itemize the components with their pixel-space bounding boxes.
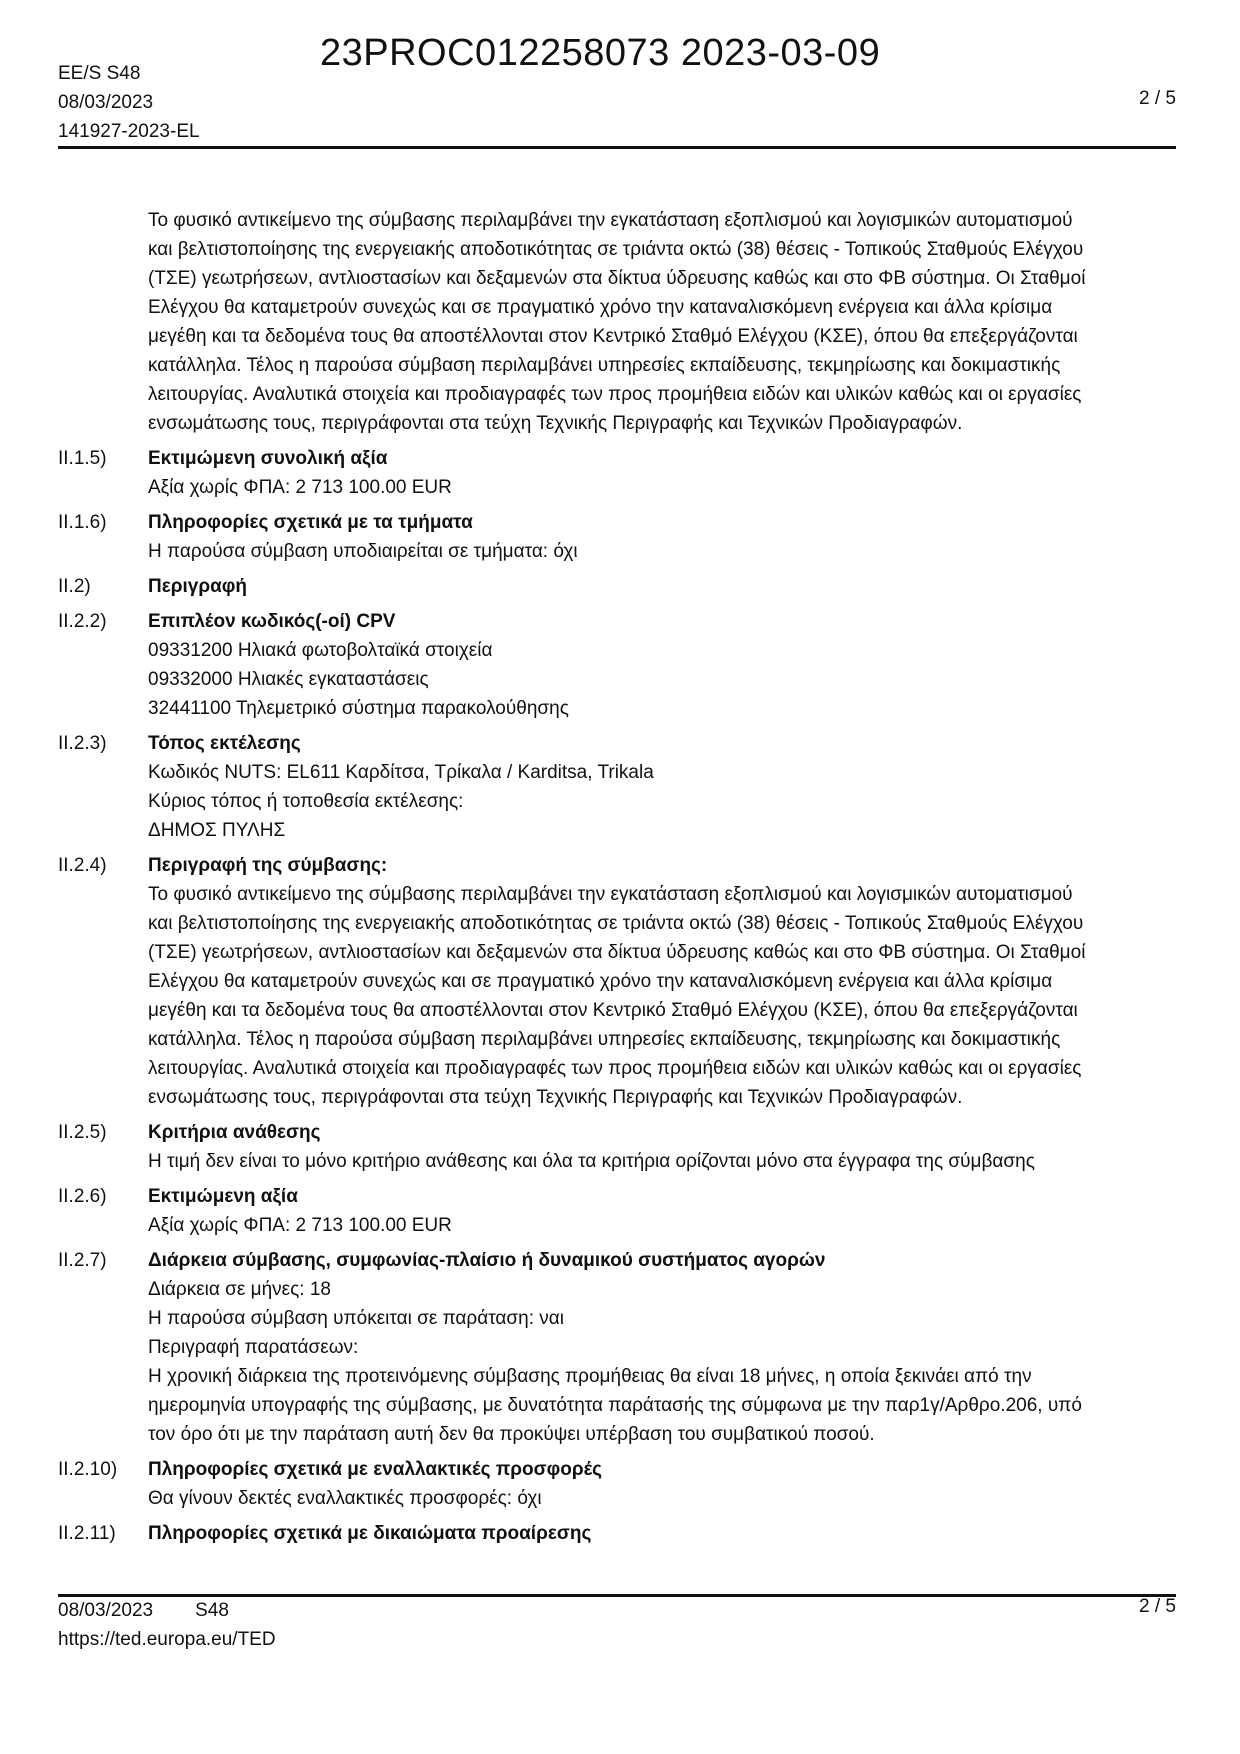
section-number: II.2.6)	[58, 1186, 107, 1207]
notice-section	[58, 1182, 1176, 1240]
notice-section	[58, 1118, 1176, 1176]
paragraph-line: Το φυσικό αντικείμενο της σύμβασης περιλαμβάνει την εγκατάσταση εξοπλισμού και λογισμικών αυτοματισμού	[148, 210, 1073, 231]
section-body	[148, 572, 1176, 601]
section-text-line: 32441100 Τηλεμετρικό σύστημα παρακολούθησης	[148, 698, 569, 719]
header-date: 08/03/2023	[58, 92, 154, 113]
section-title: Κριτήρια ανάθεσης	[148, 1122, 321, 1143]
notice-content	[58, 206, 1176, 1554]
section-body	[148, 1246, 1176, 1449]
notice-section	[58, 729, 1176, 845]
section-number: II.1.5)	[58, 448, 107, 469]
header-page-number: 2 / 5	[1139, 88, 1176, 109]
section-title: Εκτιμώμενη συνολική αξία	[148, 448, 388, 469]
footer-meta	[58, 1596, 229, 1625]
section-text-line: Διάρκεια σε μήνες: 18	[148, 1279, 331, 1300]
header-notice-id: 141927-2023-EL	[58, 121, 200, 142]
notice-section	[58, 444, 1176, 502]
notice-section	[58, 1455, 1176, 1513]
section-number: II.2)	[58, 576, 91, 597]
section-number: II.2.3)	[58, 733, 107, 754]
section-title: Περιγραφή	[148, 576, 247, 597]
footer-page-number: 2 / 5	[1139, 1596, 1176, 1617]
section-text-line: κατάλληλα. Τέλος η παρούσα σύμβαση περιλαμβάνει υπηρεσίες εκπαίδευσης, τεκμηρίωσης και δοκιμαστικής	[148, 1029, 1061, 1050]
notice-section	[58, 508, 1176, 566]
notice-section	[58, 572, 1176, 601]
header-divider	[58, 146, 1176, 149]
section-title: Τόπος εκτέλεσης	[148, 733, 301, 754]
section-body	[148, 1519, 1176, 1548]
section-body	[148, 729, 1176, 845]
section-text-line: Κωδικός NUTS: EL611 Καρδίτσα, Τρίκαλα / Karditsa, Trikala	[148, 762, 654, 783]
section-title: Περιγραφή της σύμβασης:	[148, 855, 388, 876]
section-number: II.2.10)	[58, 1459, 118, 1480]
paragraph-line: ενσωμάτωσης τους, περιγράφονται στα τεύχη Τεχνικής Περιγραφής και Τεχνικών Προδιαγραφών.	[148, 413, 963, 434]
section-text-line: ενσωμάτωσης τους, περιγράφονται στα τεύχη Τεχνικής Περιγραφής και Τεχνικών Προδιαγραφών.	[148, 1087, 963, 1108]
sections-list	[58, 444, 1176, 1548]
section-title: Εκτιμώμενη αξία	[148, 1186, 298, 1207]
section-text-line: ΔΗΜΟΣ ΠΥΛΗΣ	[148, 820, 286, 841]
paragraph-line: Ελέγχου θα καταμετρούν συνεχώς και σε πραγματικό χρόνο την καταναλισκόμενη ενέργεια και άλλα κρίσιμα	[148, 297, 1053, 318]
section-text-line: μεγέθη και τα δεδομένα τους θα αποστέλλονται στον Κεντρικό Σταθμό Ελέγχου (ΚΣΕ), όπου θα επεξεργάζονται	[148, 1000, 1078, 1021]
section-body	[148, 851, 1176, 1112]
header-meta	[58, 59, 200, 146]
section-title: Πληροφορίες σχετικά με δικαιώματα προαίρεσης	[148, 1523, 592, 1544]
section-text-line: τον όρο ότι με την παράταση αυτή δεν θα προκύψει υπέρβαση του συμβατικού ποσού.	[148, 1424, 875, 1445]
section-text-line: ημερομηνία υπογραφής της σύμβασης, με δυνατότητα παράτασής της σύμφωνα με την παρ1γ/Αρθρο.206, υπό	[148, 1395, 1082, 1416]
document-stamp: 23PROC012258073 2023-03-09	[320, 32, 881, 74]
section-text-line: Η τιμή δεν είναι το μόνο κριτήριο ανάθεσης και όλα τα κριτήρια ορίζονται μόνο στα έγγραφα της σύμβασης	[148, 1151, 1035, 1172]
notice-section	[58, 1519, 1176, 1548]
section-body	[148, 1118, 1176, 1176]
section-number: II.1.6)	[58, 512, 107, 533]
header-series: EE/S S48	[58, 63, 141, 84]
section-title: Διάρκεια σύμβασης, συμφωνίας-πλαίσιο ή δυναμικού συστήματος αγορών	[148, 1250, 826, 1271]
section-text-line: λειτουργίας. Αναλυτικά στοιχεία και προδιαγραφές των προς προμήθεια ειδών και υλικών καθώς και οι εργασίες	[148, 1058, 1082, 1079]
paragraph-line: λειτουργίας. Αναλυτικά στοιχεία και προδιαγραφές των προς προμήθεια ειδών και υλικών καθώς και οι εργασίες	[148, 384, 1082, 405]
section-text-line: και βελτιστοποίησης της ενεργειακής αποδοτικότητας σε τριάντα οκτώ (38) θέσεις - Τοπικούς Σταθμούς Ελέγχου	[148, 913, 1084, 934]
section-text-line: Αξία χωρίς ΦΠΑ: 2 713 100.00 EUR	[148, 477, 452, 498]
paragraph-line: και βελτιστοποίησης της ενεργειακής αποδοτικότητας σε τριάντα οκτώ (38) θέσεις - Τοπικούς Σταθμούς Ελέγχου	[148, 239, 1084, 260]
section-text-line: Το φυσικό αντικείμενο της σύμβασης περιλαμβάνει την εγκατάσταση εξοπλισμού και λογισμικών αυτοματισμού	[148, 884, 1073, 905]
notice-section	[58, 1246, 1176, 1449]
section-text-line: Η παρούσα σύμβαση υπόκειται σε παράταση: ναι	[148, 1308, 564, 1329]
section-text-line: 09332000 Ηλιακές εγκαταστάσεις	[148, 669, 429, 690]
section-number: II.2.4)	[58, 855, 107, 876]
section-title: Επιπλέον κωδικός(-οί) CPV	[148, 611, 396, 632]
section-body	[148, 607, 1176, 723]
section-text-line: Θα γίνουν δεκτές εναλλακτικές προσφορές: όχι	[148, 1488, 542, 1509]
section-text-line: 09331200 Ηλιακά φωτοβολταϊκά στοιχεία	[148, 640, 493, 661]
section-number: II.2.2)	[58, 611, 107, 632]
paragraph-line: μεγέθη και τα δεδομένα τους θα αποστέλλονται στον Κεντρικό Σταθμό Ελέγχου (ΚΣΕ), όπου θα επεξεργάζονται	[148, 326, 1078, 347]
section-number: II.2.7)	[58, 1250, 107, 1271]
section-body	[148, 1182, 1176, 1240]
section-text-line: Ελέγχου θα καταμετρούν συνεχώς και σε πραγματικό χρόνο την καταναλισκόμενη ενέργεια και άλλα κρίσιμα	[148, 971, 1053, 992]
footer-series: S48	[195, 1600, 229, 1621]
footer-date: 08/03/2023	[58, 1600, 154, 1621]
section-body	[148, 444, 1176, 502]
section-number: II.2.5)	[58, 1122, 107, 1143]
section-title: Πληροφορίες σχετικά με τα τμήματα	[148, 512, 473, 533]
notice-section	[58, 607, 1176, 723]
section-text-line: Αξία χωρίς ΦΠΑ: 2 713 100.00 EUR	[148, 1215, 452, 1236]
paragraph-line: (ΤΣΕ) γεωτρήσεων, αντλιοστασίων και δεξαμενών στα δίκτυα ύδρευσης καθώς και στο ΦΒ σύστημα. Οι Σταθμοί	[148, 268, 1086, 289]
section-number: II.2.11)	[58, 1523, 116, 1544]
footer-url[interactable]: https://ted.europa.eu/TED	[58, 1629, 276, 1650]
section-text-line: Κύριος τόπος ή τοποθεσία εκτέλεσης:	[148, 791, 464, 812]
section-text-line: (ΤΣΕ) γεωτρήσεων, αντλιοστασίων και δεξαμενών στα δίκτυα ύδρευσης καθώς και στο ΦΒ σύστημα. Οι Σταθμοί	[148, 942, 1086, 963]
section-text-line: Η χρονική διάρκεια της προτεινόμενης σύμβασης προμήθειας θα είναι 18 μήνες, η οποία ξεκινάει από την	[148, 1366, 1032, 1387]
section-title: Πληροφορίες σχετικά με εναλλακτικές προσφορές	[148, 1459, 603, 1480]
section-text-line: Η παρούσα σύμβαση υποδιαιρείται σε τμήματα: όχι	[148, 541, 578, 562]
section-body	[148, 508, 1176, 566]
paragraph-line: κατάλληλα. Τέλος η παρούσα σύμβαση περιλαμβάνει υπηρεσίες εκπαίδευσης, τεκμηρίωσης και δοκιμαστικής	[148, 355, 1061, 376]
section-body	[148, 1455, 1176, 1513]
notice-section	[58, 851, 1176, 1112]
intro-paragraph	[148, 206, 1176, 438]
section-text-line: Περιγραφή παρατάσεων:	[148, 1337, 359, 1358]
